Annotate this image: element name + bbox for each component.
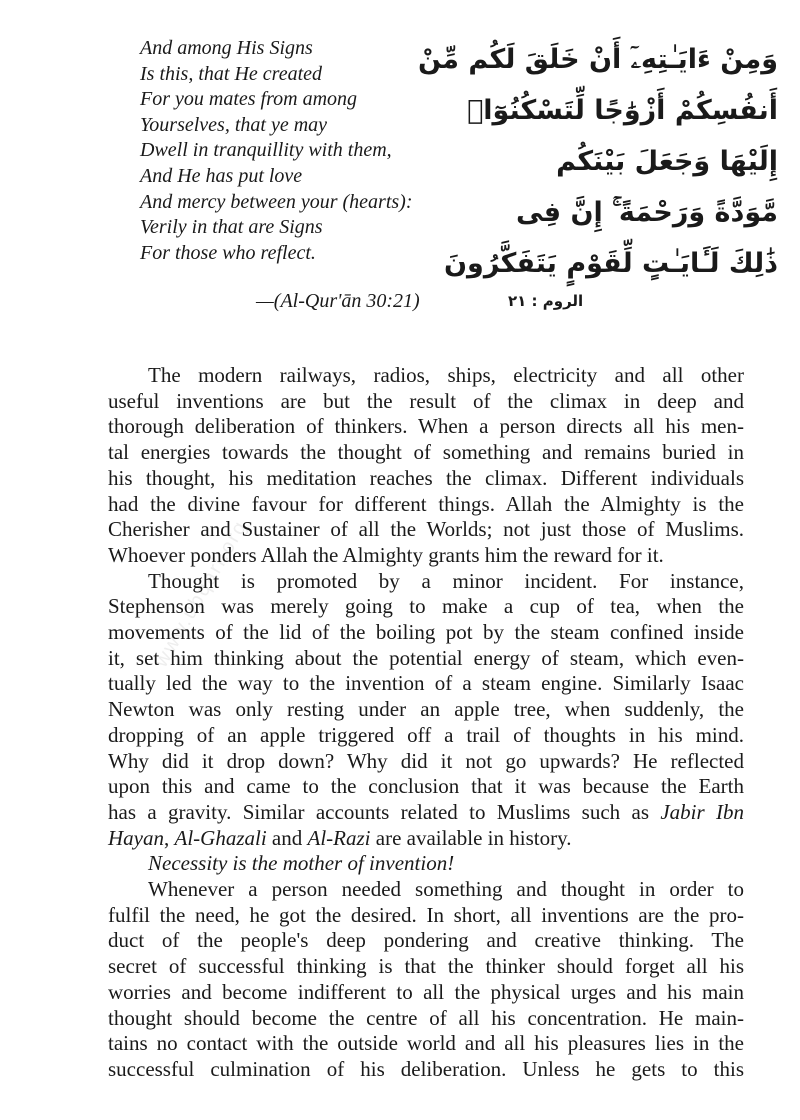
watermark: www.ubqari.org bbox=[150, 516, 252, 671]
body-line: Thought is promoted by a minor incident. For instance, bbox=[148, 568, 744, 593]
body-line: Necessity is the mother of invention! bbox=[148, 851, 455, 876]
verse-line: Yourselves, that ye may bbox=[140, 113, 328, 136]
surah-reference: الروم : ٢١ bbox=[508, 292, 584, 310]
body-line: it, set him thinking about the potential energy of steam, which even- bbox=[108, 645, 744, 670]
verse-line: Is this, that He created bbox=[140, 62, 323, 85]
body-line: useful inventions are but the result of the climax in deep and bbox=[108, 388, 744, 413]
verse-line: And among His Signs bbox=[140, 37, 313, 59]
body-line: secret of successful thinking is that the thinker should forget all his bbox=[108, 954, 744, 979]
body-line: successful culmination of his deliberation. Unless he gets to this bbox=[108, 1056, 744, 1081]
arabic-line: وَمِنْ ءَايَـٰتِهِۦٓ أَنْ خَلَقَ لَكُم مِّنْ bbox=[417, 44, 778, 75]
arabic-line: إِلَيْهَا وَجَعَلَ بَيْنَكُم bbox=[556, 146, 778, 177]
body-line: Hayan, Al-Ghazali and Al-Razi are available in history. bbox=[108, 825, 572, 850]
verse-line: For those who reflect. bbox=[140, 241, 316, 264]
body-line: duct of the people's deep pondering and creative thinking. The bbox=[108, 928, 744, 953]
verse-citation: —(Al-Qur'ān 30:21) bbox=[256, 290, 420, 312]
body-line: Why did it drop down? Why did it not go upwards? He reflected bbox=[108, 748, 744, 773]
body-line: tal energies towards the thought of something and remains buried in bbox=[108, 440, 744, 465]
body-line: his thought, his meditation reaches the climax. Different individuals bbox=[108, 465, 744, 490]
body-line: Whenever a person needed something and thought in order to bbox=[148, 877, 744, 902]
body-line: dropping of an apple triggered off a trail of thoughts in his mind. bbox=[108, 722, 744, 747]
verse-line: Verily in that are Signs bbox=[140, 216, 323, 239]
arabic-line: ذَٰلِكَ لَـَٔايَـٰتٍ لِّقَوْمٍ يَتَفَكَّرُونَ bbox=[444, 248, 778, 279]
body-line: movements of the lid of the boiling pot by the steam confined inside bbox=[108, 620, 744, 645]
verse-line: And mercy between your (hearts): bbox=[140, 190, 413, 213]
body-line: The modern railways, radios, ships, electricity and all other bbox=[148, 363, 744, 387]
body-line: had the divine favour for different things. Allah the Almighty is the bbox=[108, 491, 744, 516]
body-text bbox=[108, 363, 744, 1083]
verse-arabic bbox=[417, 34, 778, 289]
body-line: thought should become the centre of all his concentration. He main- bbox=[108, 1005, 744, 1030]
body-line: Stephenson was merely going to make a cup of tea, when the bbox=[108, 594, 744, 619]
body-line: fulfil the need, he got the desired. In short, all inventions are the pro- bbox=[108, 902, 744, 927]
verse-line: And He has put love bbox=[140, 164, 303, 187]
body-line: Newton was only resting under an apple tree, when suddenly, the bbox=[108, 697, 744, 722]
arabic-line: أَنفُسِكُمْ أَزْوَٰجًا لِّتَسْكُنُوٓا۟ bbox=[467, 95, 778, 126]
body-line: upon this and came to the conclusion that it was because the Earth bbox=[108, 774, 744, 799]
verse-line: For you mates from among bbox=[140, 88, 358, 111]
body-line: thorough deliberation of thinkers. When a person directs all his men- bbox=[108, 414, 744, 439]
body-line: tually led the way to the invention of a steam engine. Similarly Isaac bbox=[108, 671, 744, 696]
body-line: worries and become indifferent to all the physical urges and his main bbox=[108, 979, 744, 1004]
body-line: Whoever ponders Allah the Almighty grants him the reward for it. bbox=[108, 542, 664, 567]
body-line: Cherisher and Sustainer of all the Worlds; not just those of Muslims. bbox=[108, 517, 744, 542]
body-line: tains no contact with the outside world and all his pleasures lies in the bbox=[108, 1031, 744, 1056]
arabic-line: مَّوَدَّةً وَرَحْمَةً ۚ إِنَّ فِى bbox=[516, 197, 778, 228]
body-line: has a gravity. Similar accounts related to Muslims such as Jabir Ibn bbox=[108, 799, 745, 824]
verse-line: Dwell in tranquillity with them, bbox=[140, 139, 392, 162]
